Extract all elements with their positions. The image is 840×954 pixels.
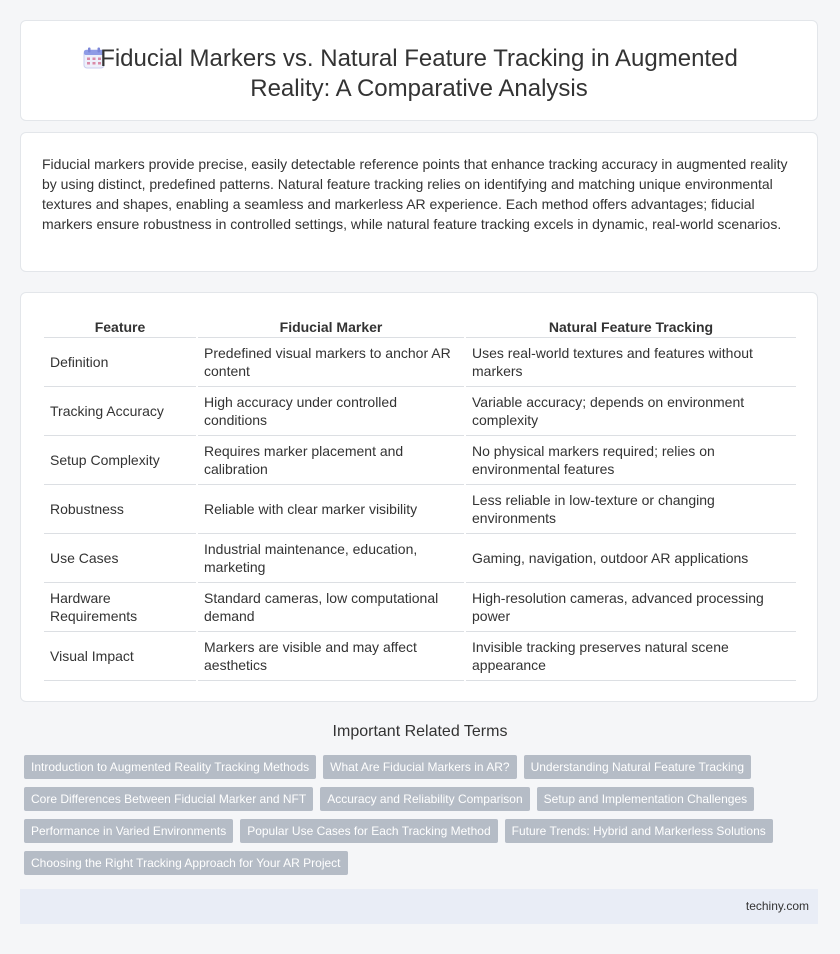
row-natural-feature-tracking: Less reliable in low-texture or changing environments: [466, 485, 796, 534]
related-term-tag[interactable]: Accuracy and Reliability Comparison: [320, 787, 529, 811]
row-natural-feature-tracking: High-resolution cameras, advanced processing power: [466, 583, 796, 632]
related-terms-tags: [24, 755, 794, 875]
row-feature: Robustness: [44, 485, 196, 534]
related-term-tag[interactable]: Core Differences Between Fiducial Marker and NFT: [24, 787, 313, 811]
row-feature: Visual Impact: [44, 632, 196, 681]
column-header-fiducial-marker: Fiducial Marker: [198, 315, 464, 338]
row-fiducial-marker: Industrial maintenance, education, marketing: [198, 534, 464, 583]
table-header-row: [44, 315, 796, 338]
row-fiducial-marker: Markers are visible and may affect aesthetics: [198, 632, 464, 681]
table-row: [44, 436, 796, 485]
table-row: [44, 583, 796, 632]
related-term-tag[interactable]: Choosing the Right Tracking Approach for Your AR Project: [24, 851, 348, 875]
related-term-tag[interactable]: Setup and Implementation Challenges: [537, 787, 754, 811]
row-feature: Tracking Accuracy: [44, 387, 196, 436]
table-row: [44, 632, 796, 681]
table-row: [44, 534, 796, 583]
table-row: [44, 485, 796, 534]
related-term-tag[interactable]: Future Trends: Hybrid and Markerless Solutions: [505, 819, 773, 843]
related-term-tag[interactable]: What Are Fiducial Markers in AR?: [323, 755, 516, 779]
row-fiducial-marker: Predefined visual markers to anchor AR content: [198, 338, 464, 387]
row-feature: Definition: [44, 338, 196, 387]
row-natural-feature-tracking: Variable accuracy; depends on environment complexity: [466, 387, 796, 436]
row-fiducial-marker: Standard cameras, low computational demand: [198, 583, 464, 632]
related-term-tag[interactable]: Performance in Varied Environments: [24, 819, 233, 843]
row-natural-feature-tracking: Uses real-world textures and features without markers: [466, 338, 796, 387]
row-natural-feature-tracking: Invisible tracking preserves natural scene appearance: [466, 632, 796, 681]
intro-card: [20, 132, 818, 272]
row-feature: Use Cases: [44, 534, 196, 583]
table-row: [44, 387, 796, 436]
intro-text: Fiducial markers provide precise, easily detectable reference points that enhance tracking accuracy in augmented reality by using distinct, predefined patterns. Natural feature tracking relies on identifying and matching unique environmental textures and shapes, enabling a seamless and markerless AR experience. Each method offers advantages; fiducial markers ensure robustness in controlled settings, while natural feature tracking excels in dynamic, real-world scenarios.: [42, 156, 788, 232]
row-natural-feature-tracking: Gaming, navigation, outdoor AR applications: [466, 534, 796, 583]
table-row: [44, 338, 796, 387]
row-fiducial-marker: Requires marker placement and calibration: [198, 436, 464, 485]
column-header-natural-feature-tracking: Natural Feature Tracking: [466, 315, 796, 338]
footer: [20, 889, 818, 924]
row-natural-feature-tracking: No physical markers required; relies on environmental features: [466, 436, 796, 485]
comparison-table-card: [20, 292, 818, 702]
related-term-tag[interactable]: Understanding Natural Feature Tracking: [524, 755, 751, 779]
related-term-tag[interactable]: Popular Use Cases for Each Tracking Method: [240, 819, 497, 843]
page-title: Fiducial Markers vs. Natural Feature Tracking in Augmented Reality: A Comparative Analysis: [100, 45, 738, 102]
footer-site-link[interactable]: techiny.com: [745, 899, 809, 913]
row-fiducial-marker: Reliable with clear marker visibility: [198, 485, 464, 534]
related-terms-heading: Important Related Terms: [332, 723, 508, 740]
row-fiducial-marker: High accuracy under controlled conditions: [198, 387, 464, 436]
header-card: [20, 20, 818, 121]
row-feature: Setup Complexity: [44, 436, 196, 485]
comparison-table: [42, 315, 798, 681]
column-header-feature: Feature: [44, 315, 196, 338]
row-feature: Hardware Requirements: [44, 583, 196, 632]
related-term-tag[interactable]: Introduction to Augmented Reality Tracking Methods: [24, 755, 316, 779]
